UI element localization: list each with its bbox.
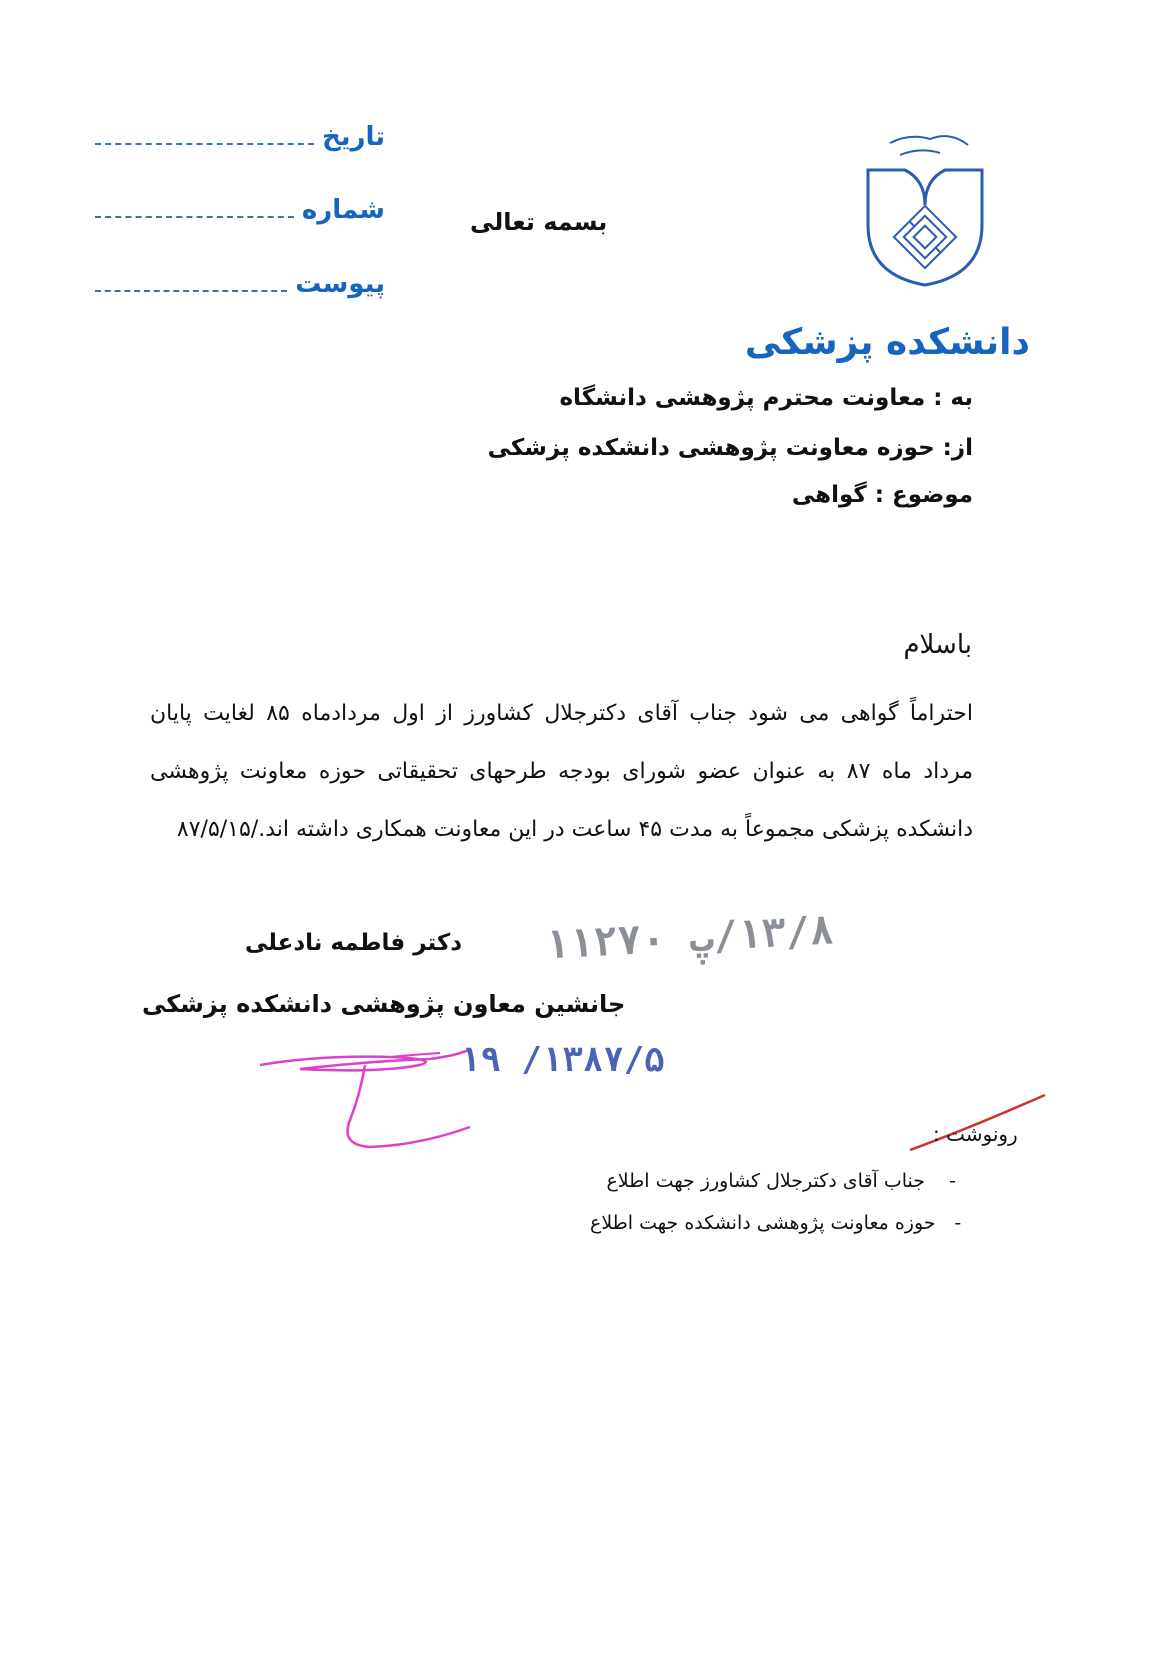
faculty-name: دانشکده پزشکی <box>744 322 1030 363</box>
cc-bullet: - <box>954 1212 962 1234</box>
greeting: باسلام <box>903 630 972 660</box>
cc-item <box>590 1202 980 1244</box>
cc-bullet: - <box>949 1170 956 1192</box>
date-stamp: ۱۳۸۷/۵/ ۱۹ <box>460 1040 665 1080</box>
sender-line: از: حوزه معاونت پژوهشی دانشکده پزشکی <box>487 435 973 461</box>
number-field <box>95 190 385 230</box>
signatory-title: جانشین معاون پژوهشی دانشکده پزشکی <box>142 990 626 1018</box>
subject-line: موضوع : گواهی <box>791 482 973 508</box>
basmala: بسمه تعالی <box>470 208 608 236</box>
cc-list <box>590 1160 980 1244</box>
signatory-name: دکتر فاطمه نادعلی <box>245 930 463 956</box>
cc-label: رونوشت : <box>933 1122 1018 1146</box>
attachment-label: پیوست <box>295 269 385 299</box>
university-logo-icon <box>860 125 990 290</box>
attachment-line <box>95 290 287 292</box>
cc-item <box>590 1160 980 1202</box>
registration-number-stamp: ۱۳/۸/پ ۱۱۲۷۰ <box>543 907 836 969</box>
attachment-field <box>95 264 385 304</box>
body-paragraph: احتراماً گواهی می شود جناب آقای دکترجلال کشاورز از اول مردادماه ۸۵ لغایت پایان مرداد ماه ۸۷ به عنوان عضو شورای بودجه طرحهای تحقیقاتی حوزه معاونت پژوهشی دانشکده پزشکی مجموعاً به مدت ۴۵ ساعت در این معاونت همکاری داشته اند./۸۷/۵/۱۵ <box>150 701 974 842</box>
number-line <box>95 216 294 218</box>
recipient-line: به : معاونت محترم پژوهشی دانشگاه <box>559 385 973 411</box>
cc-item-text: حوزه معاونت پژوهشی دانشکده جهت اطلاع <box>590 1212 936 1234</box>
number-label: شماره <box>301 195 385 225</box>
date-line <box>95 143 314 145</box>
date-field <box>95 117 385 157</box>
date-label: تاریخ <box>322 122 385 152</box>
cc-item-text: جناب آقای دکترجلال کشاورز جهت اطلاع <box>606 1170 925 1192</box>
